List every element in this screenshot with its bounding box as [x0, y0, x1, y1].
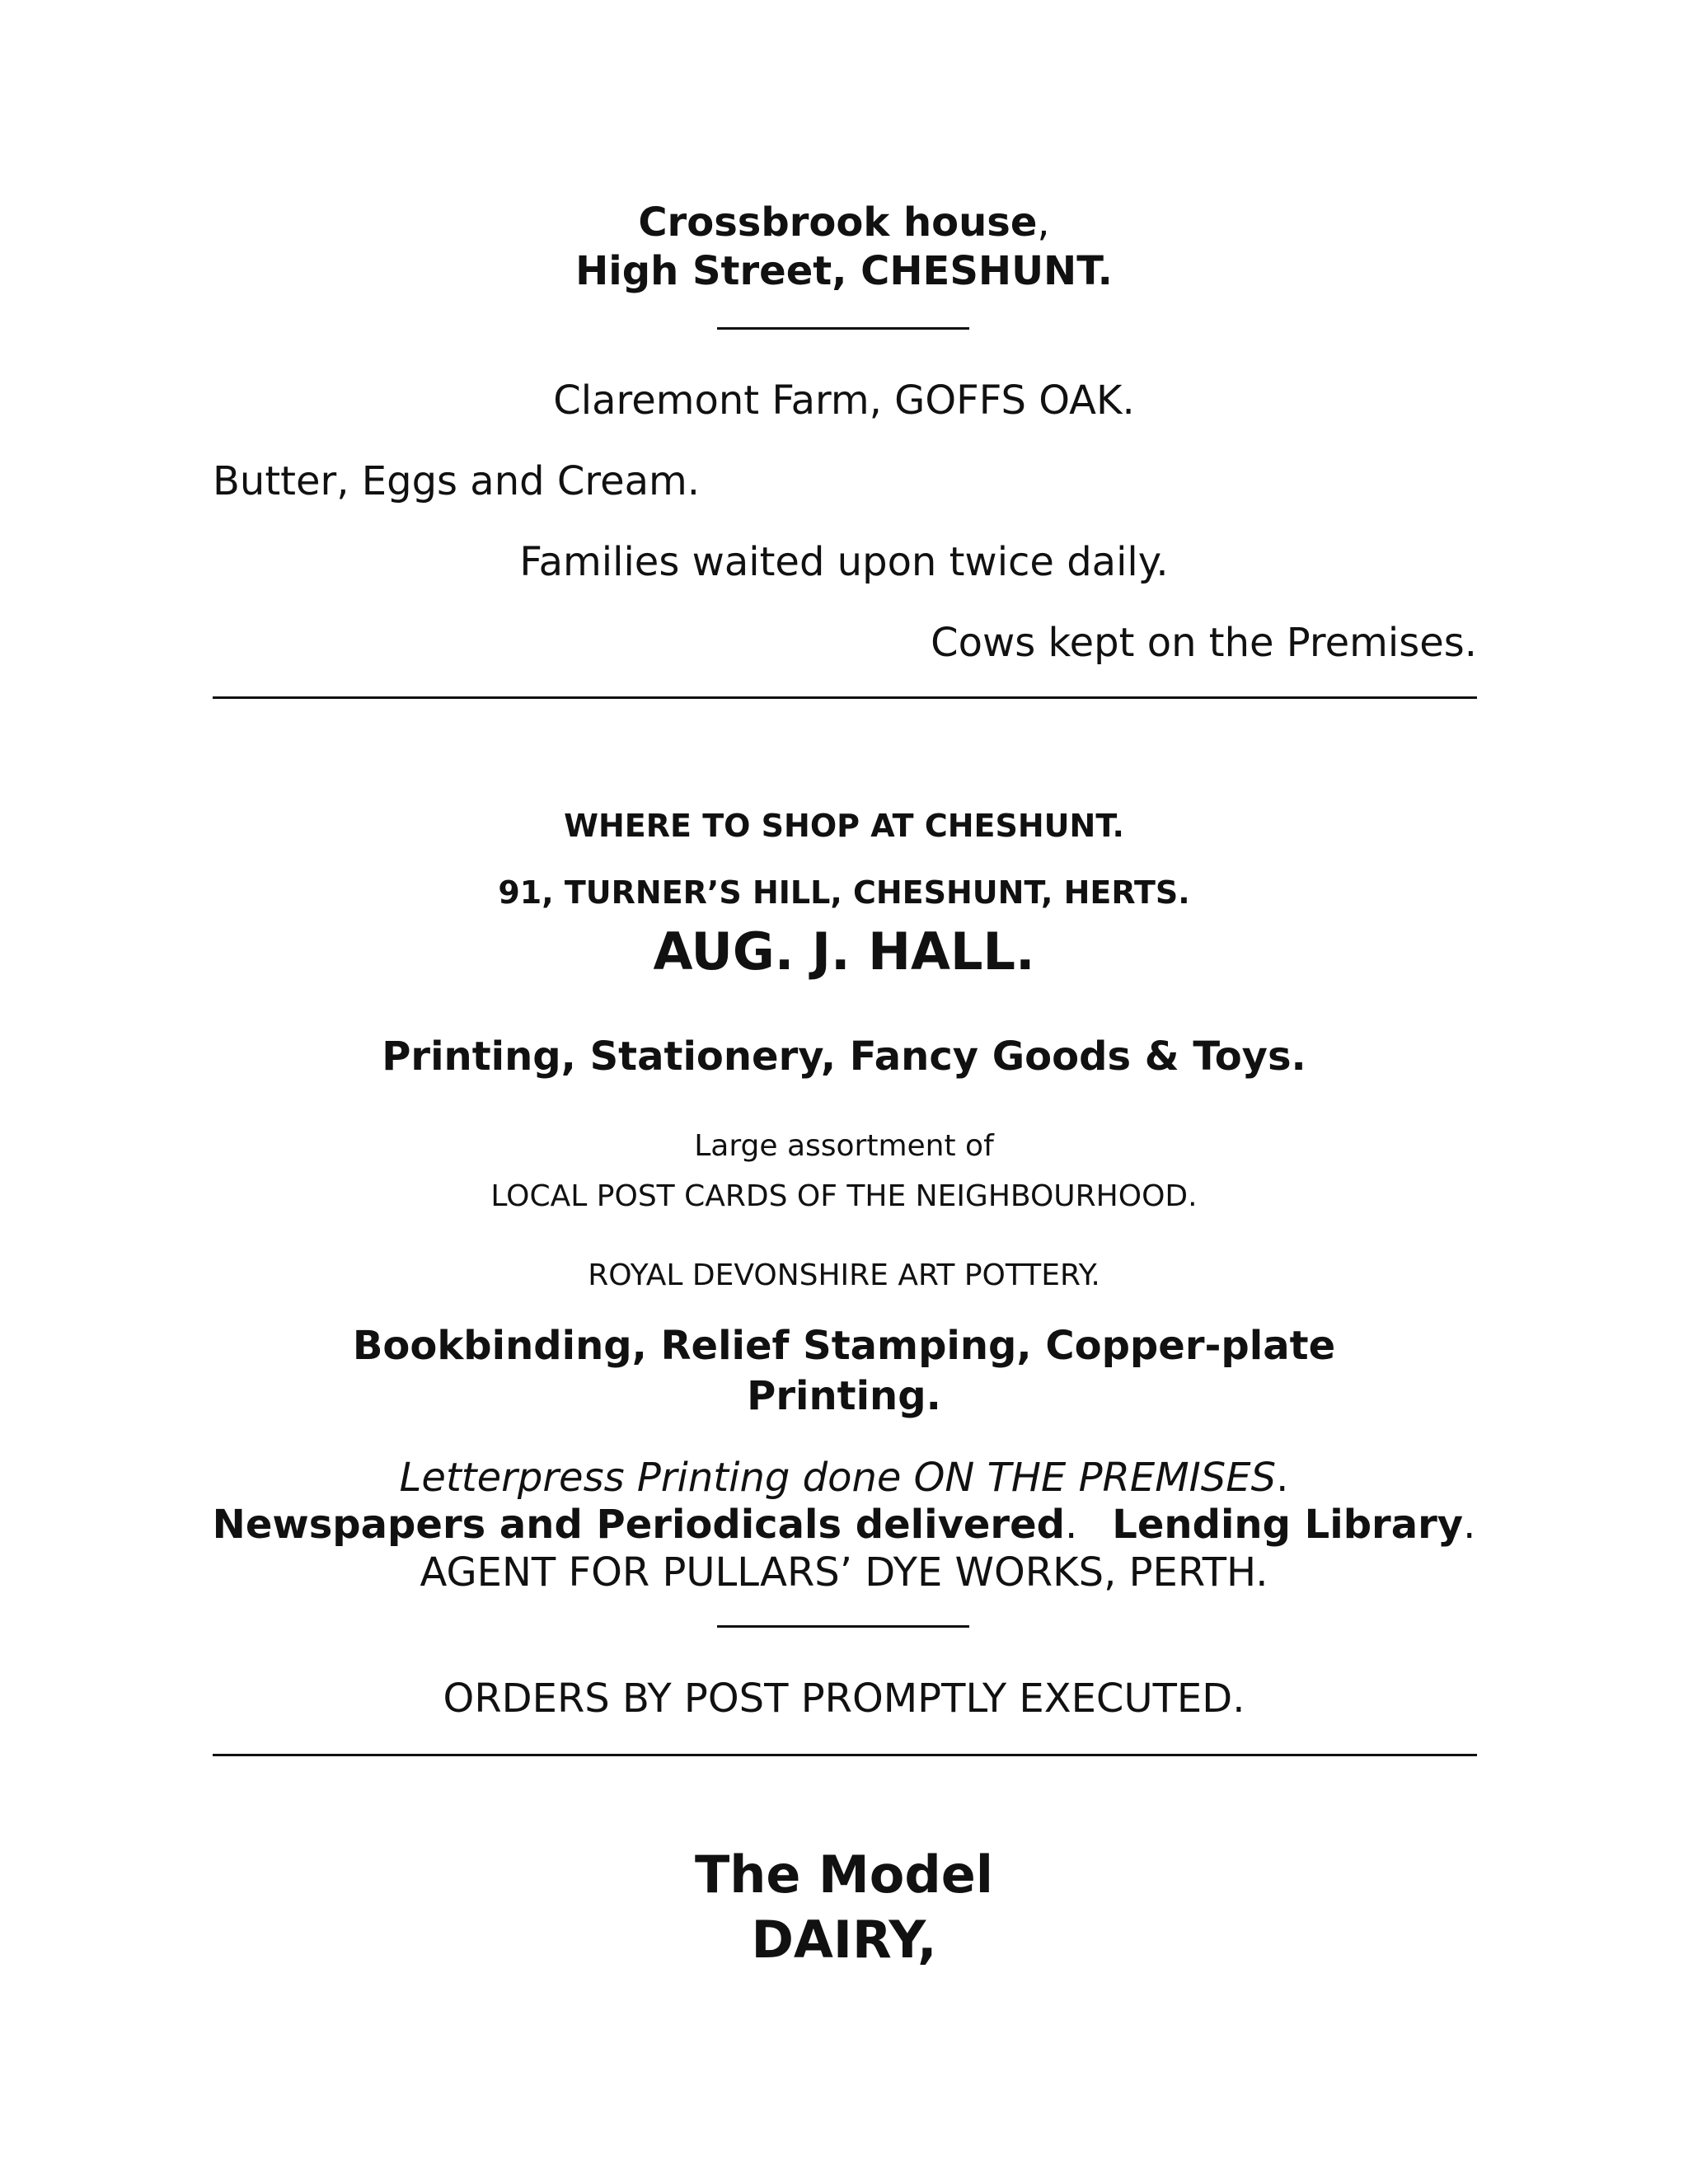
hall-name: AUG. J. HALL. — [653, 921, 1035, 982]
library-period: . — [1463, 1502, 1476, 1548]
library-text: Lending Library — [1112, 1502, 1464, 1548]
bookbinding-line-1: Bookbinding, Relief Stamping, Copper-plate — [352, 1323, 1336, 1369]
hall-trades: Printing, Stationery, Fancy Goods & Toys. — [382, 1033, 1306, 1080]
section-divider — [213, 696, 1477, 699]
products-line: Butter, Eggs and Cream. — [213, 458, 701, 504]
where-to-shop-heading: WHERE TO SHOP AT CHESHUNT. — [564, 808, 1124, 844]
letterpress-line — [0, 1455, 1688, 1501]
section-divider — [213, 1754, 1477, 1756]
letterpress-period: . — [1276, 1455, 1289, 1501]
orders-line: ORDERS BY POST PROMPTLY EXECUTED. — [443, 1675, 1245, 1722]
assortment-intro: Large assortment of — [694, 1129, 994, 1163]
crossbrook-title — [0, 199, 1688, 246]
pottery-line: ROYAL DEVONSHIRE ART POTTERY. — [588, 1258, 1100, 1292]
short-divider — [717, 327, 969, 330]
newspapers-library-line — [0, 1502, 1688, 1548]
hall-address: 91, TURNER’S HILL, CHESHUNT, HERTS. — [498, 874, 1190, 911]
agent-line: AGENT FOR PULLARS’ DYE WORKS, PERTH. — [420, 1549, 1268, 1596]
bookbinding-line-2: Printing. — [747, 1373, 941, 1419]
newspapers-period: . — [1065, 1502, 1078, 1548]
letterpress-text: Letterpress Printing done ON THE PREMISES — [399, 1455, 1277, 1501]
short-divider — [717, 1625, 969, 1628]
service-line: Families waited upon twice daily. — [519, 539, 1169, 585]
newspapers-text: Newspapers and Periodicals delivered — [212, 1502, 1066, 1548]
postcards-line: LOCAL POST CARDS OF THE NEIGHBOURHOOD. — [490, 1179, 1198, 1213]
claremont-farm: Claremont Farm, GOFFS OAK. — [553, 377, 1135, 424]
cows-line: Cows kept on the Premises. — [931, 620, 1477, 666]
crossbrook-title-text: Crossbrook house — [638, 199, 1038, 246]
model-dairy-title-1: The Model — [694, 1844, 994, 1905]
crossbrook-address: High Street, CHESHUNT. — [575, 248, 1113, 294]
model-dairy-title-2: DAIRY, — [751, 1910, 937, 1970]
crossbrook-title-comma: , — [1037, 199, 1050, 246]
